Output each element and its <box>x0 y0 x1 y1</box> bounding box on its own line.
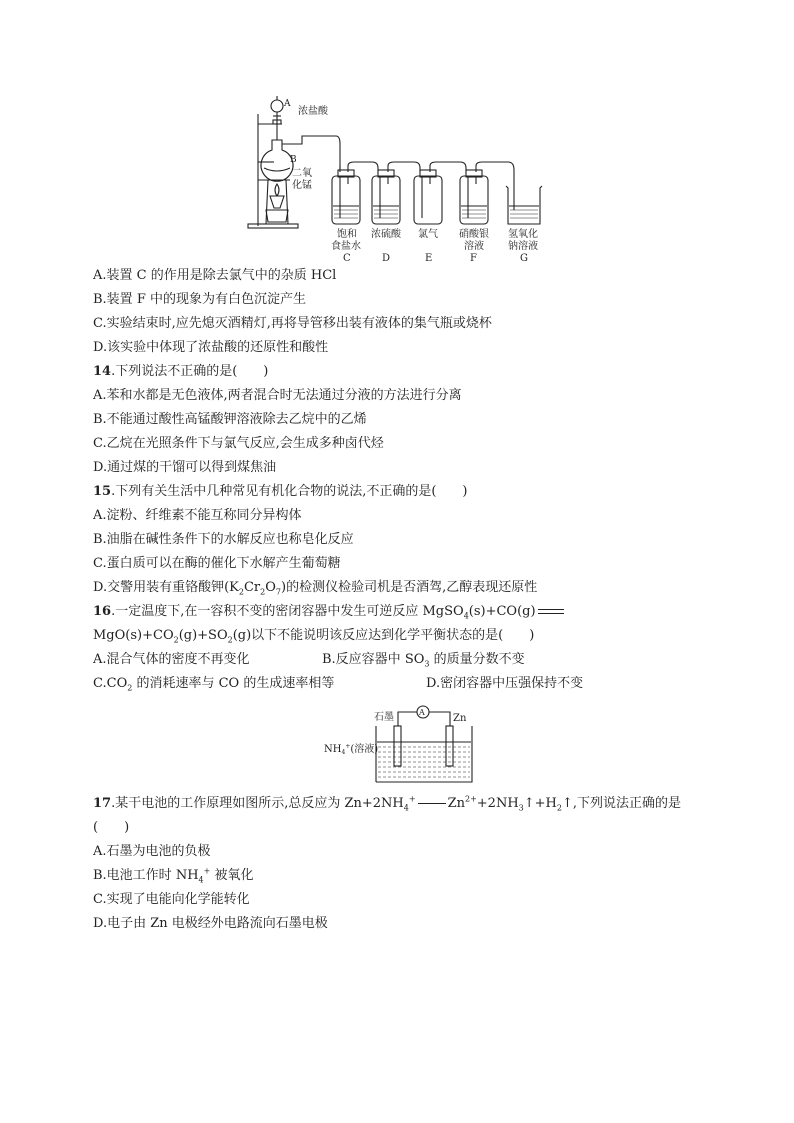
bottle-e-label1: 氯气 <box>418 229 438 240</box>
q15-option-d: D.交警用装有重铬酸钾$(K_2Cr_2O_7)$的检测仪检验司机是否酒驾,乙醇表现还原性 <box>93 580 538 597</box>
reversible-arrow-icon <box>538 609 564 614</box>
q13-option-d: D.该实验中体现了浓盐酸的还原性和酸性 <box>93 340 329 355</box>
q15-option-b: B.油脂在碱性条件下的水解反应也称皂化反应 <box>93 532 354 547</box>
beaker-g-label2: 钠溶液 <box>508 241 538 252</box>
q13-option-b: B.装置 F 中的现象为有白色沉淀产生 <box>93 292 306 307</box>
label-conc-hcl: 浓盐酸 <box>298 106 328 117</box>
label-a: A <box>284 99 291 109</box>
bottle-e-letter: E <box>425 253 433 262</box>
q15-option-c: C.蛋白质可以在酶的催化下水解产生葡萄糖 <box>93 556 341 571</box>
q16-stem-line1: 16.一定温度下,在一容积不变的密闭容器中发生可逆反应 MgSO$_4$(s)+CO(g) <box>93 602 566 622</box>
q17-answer-paren: ( ) <box>93 820 130 835</box>
q16-stem-line2: $MgO(s)+CO_2(g)+SO_2(g)$以下不能说明该反应达到化学平衡状态的是( ) <box>93 628 535 645</box>
dry-cell-figure <box>322 702 482 786</box>
q17-option-a: A.石墨为电池的负极 <box>93 844 211 859</box>
q17-option-b: B.电池工作时 $NH_4^+$ 被氧化 <box>93 866 254 885</box>
q16-option-a: A.混合气体的密度不再变化 <box>93 652 250 667</box>
ammeter-icon: A <box>419 708 425 717</box>
label-mno2-line2: 化锰 <box>292 180 312 191</box>
q14-option-c: C.乙烷在光照条件下与氯气反应,会生成多种卤代烃 <box>93 436 384 451</box>
bottle-c-label2: 食盐水 <box>331 241 361 252</box>
q17-number: 17 <box>93 796 112 811</box>
label-b: B <box>290 155 297 165</box>
q17-option-d: D.电子由 Zn 电极经外电路流向石墨电极 <box>93 916 328 931</box>
reaction-arrow-icon <box>418 803 446 804</box>
chlorine-apparatus-figure <box>244 92 554 262</box>
q16-option-b: B.反应容器中 $SO_3$ 的质量分数不变 <box>322 652 525 669</box>
q15-number: 15 <box>93 484 112 499</box>
q17-stem: 17.某干电池的工作原理如图所示,总反应为 $Zn+2NH_4^+$ $Zn^{2+}+2NH_3↑+H_2↑$,下列说法正确的是 <box>93 794 682 813</box>
label-zn: Zn <box>453 713 467 724</box>
bottle-d-label1: 浓硫酸 <box>371 229 401 240</box>
label-graphite: 石墨 <box>374 712 394 723</box>
q14-number: 14 <box>93 364 112 379</box>
q13-option-c: C.实验结束时,应先熄灭酒精灯,再将导管移出装有液体的集气瓶或烧杯 <box>93 316 492 331</box>
beaker-g-label1: 氢氧化 <box>508 229 538 240</box>
label-mno2-line1: 二氧 <box>292 168 312 179</box>
q16-option-d: D.密闭容器中压强保持不变 <box>426 676 584 691</box>
q16-option-c: $C.CO_2$ 的消耗速率与 CO 的生成速率相等 <box>93 676 335 693</box>
q17-option-c: C.实现了电能向化学能转化 <box>93 892 250 907</box>
q13-option-a: A.装置 C 的作用是除去氯气中的杂质 HCl <box>93 268 337 283</box>
bottle-f-letter: F <box>470 253 477 262</box>
bottle-d-letter: D <box>382 253 391 262</box>
bottle-c-letter: C <box>343 253 351 262</box>
label-electrolyte: $NH_4^+$(溶液) <box>324 743 379 756</box>
bottle-c-label1: 饱和 <box>337 229 357 240</box>
q15-stem <box>93 482 468 502</box>
q14-option-a: A.苯和水都是无色液体,两者混合时无法通过分液的方法进行分离 <box>93 388 462 403</box>
bottle-f-label1: 硝酸银 <box>459 229 489 240</box>
q14-option-b: B.不能通过酸性高锰酸钾溶液除去乙烷中的乙烯 <box>93 412 367 427</box>
q15-option-a: A.淀粉、纤维素不能互称同分异构体 <box>93 508 302 523</box>
q14-stem <box>93 362 268 382</box>
q16-number: 16 <box>93 604 112 619</box>
q14-option-d: D.通过煤的干馏可以得到煤焦油 <box>93 460 277 475</box>
beaker-g-letter: G <box>520 253 528 262</box>
q15-stem-text: .下列有关生活中几种常见有机化合物的说法,不正确的是( ) <box>111 484 468 499</box>
q14-stem-text: .下列说法不正确的是( ) <box>111 364 269 379</box>
bottle-f-label2: 溶液 <box>464 241 484 252</box>
